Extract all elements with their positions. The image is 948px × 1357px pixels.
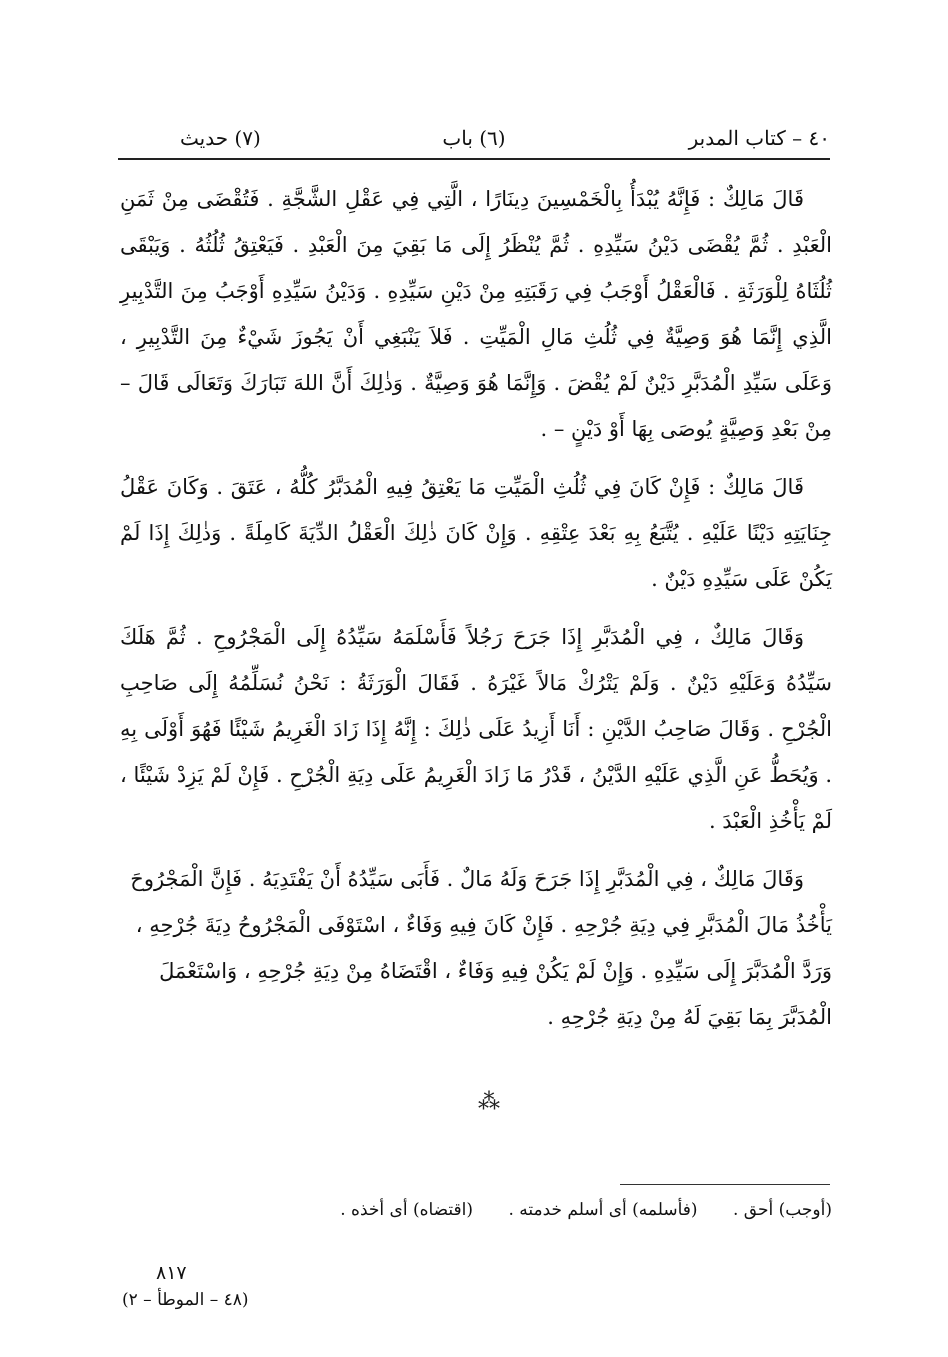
header-rule [118, 158, 830, 160]
section-number: (٦) باب [442, 126, 506, 150]
main-text [120, 176, 832, 1052]
paragraph-2: قَالَ مَالِكٌ : فَإِنْ كَانَ فِي ثُلُثِ الْمَيِّتِ مَا يَعْتِقُ فِيهِ الْمُدَبَّرُ كُلُّهُ ، عَتَقَ . وَكَانَ عَقْلُ جِنَايَتِهِ دَيْنًا عَلَيْهِ . يُتَّبَعُ بِهِ بَعْدَ عِتْقِهِ . وَإِنْ كَانَ ذٰلِكَ الْعَقْلُ الدِّيَةَ كَامِلَةً . وَذٰلِكَ إِذَا لَمْ يَكُنْ عَلَى سَيِّدِهِ دَيْنٌ . [120, 475, 832, 591]
footnote-2: (فأسلمه) أى أسلم خدمته . [508, 1200, 698, 1220]
chapter-title: ٤٠ – كتاب المدبر [688, 126, 830, 150]
paragraph-1: قَالَ مَالِكٌ : فَإِنَّهُ يُبْدَأُ بِالْخَمْسِينَ دِينَارًا ، الَّتِي فِي عَقْلِ الشَّجَّةِ . فَتُقْضَى مِنْ ثَمَنِ الْعَبْدِ . ثُمَّ يُقْضَى دَيْنُ سَيِّدِهِ . ثُمَّ يُنْظَرُ إِلَى مَا بَقِيَ مِنَ الْعَبْدِ . فَيَعْتِقُ ثُلُثُهُ . وَيَبْقَى ثُلُثَاهُ لِلْوَرَثَةِ . فَالْعَقْلُ أَوْجَبُ فِي رَقَبَتِهِ مِنْ دَيْنِ سَيِّدِهِ . وَدَيْنُ سَيِّدِهِ أَوْجَبُ مِنَ التَّدْبِيرِ الَّذِي إِنَّمَا هُوَ وَصِيَّةٌ فِي ثُلُثِ مَالِ الْمَيِّتِ . فَلاَ يَنْبَغِي أَنْ يَجُوزَ شَيْءٌ مِنَ التَّدْبِيرِ ، وَعَلَى سَيِّدِ الْمُدَبَّرِ دَيْنٌ لَمْ يُقْضَ . وَإِنَّمَا هُوَ وَصِيَّةٌ . وَذٰلِكَ أَنَّ اللهَ تَبَارَكَ وَتَعَالَى قَالَ – مِنْ بَعْدِ وَصِيَّةٍ يُوصَى بِهَا أَوْ دَيْنٍ – . [120, 187, 832, 441]
footnote-1: (أوجب) أحق . [732, 1200, 832, 1220]
hadith-number: (٧) حديث [180, 126, 261, 150]
footnote-3: (اقتضاه) أى أخذه . [340, 1200, 474, 1220]
footnotes [120, 1200, 832, 1220]
footnote-rule [620, 1184, 830, 1185]
running-header [118, 122, 830, 156]
page-number: ٨١٧ [156, 1262, 187, 1284]
section-ornament: ⁂ [478, 1090, 500, 1115]
paragraph-4: وَقَالَ مَالِكٌ ، فِي الْمُدَبَّرِ إِذَا جَرَحَ وَلَهُ مَالٌ . فَأَبَى سَيِّدُهُ أَنْ يَفْتَدِيَهُ . فَإِنَّ الْمَجْرُوحَ يَأْخُذُ مَالَ الْمُدَبَّرِ فِي دِيَةِ جُرْحِهِ . فَإِنْ كَانَ فِيهِ وَفَاءٌ ، اسْتَوْفَى الْمَجْرُوحُ دِيَةَ جُرْحِهِ ، وَرَدَّ الْمُدَبَّرَ إِلَى سَيِّدِهِ . وَإِنْ لَمْ يَكُنْ فِيهِ وَفَاءٌ ، اقْتَضَاهُ مِنْ دِيَةِ جُرْحِهِ ، وَاسْتَعْمَلَ الْمُدَبَّرَ بِمَا بَقِيَ لَهُ مِنْ دِيَةِ جُرْحِهِ . [130, 867, 832, 1029]
paragraph-3: وَقَالَ مَالِكٌ ، فِي الْمُدَبَّرِ إِذَا جَرَحَ رَجُلاً فَأَسْلَمَهُ سَيِّدُهُ إِلَى الْمَجْرُوحِ . ثُمَّ هَلَكَ سَيِّدُهُ وَعَلَيْهِ دَيْنٌ . وَلَمْ يَتْرُكْ مَالاً غَيْرَهُ . فَقَالَ الْوَرَثَةُ : نَحْنُ نُسَلِّمُهُ إِلَى صَاحِبِ الْجُرْحِ . وَقَالَ صَاحِبُ الدَّيْنِ : أَنَا أَزِيدُ عَلَى ذٰلِكَ : إِنَّهُ إِذَا زَادَ الْغَرِيمُ شَيْئًا فَهُوَ أَوْلَى بِهِ . وَيُحَطُّ عَنِ الَّذِي عَلَيْهِ الدَّيْنُ ، قَدْرُ مَا زَادَ الْغَرِيمُ عَلَى دِيَةِ الْجُرْحِ . فَإِنْ لَمْ يَزِدْ شَيْئًا ، لَمْ يَأْخُذِ الْعَبْدَ . [120, 625, 832, 833]
signature-mark: (٤٨ – الموطأ – ٢) [122, 1290, 249, 1310]
